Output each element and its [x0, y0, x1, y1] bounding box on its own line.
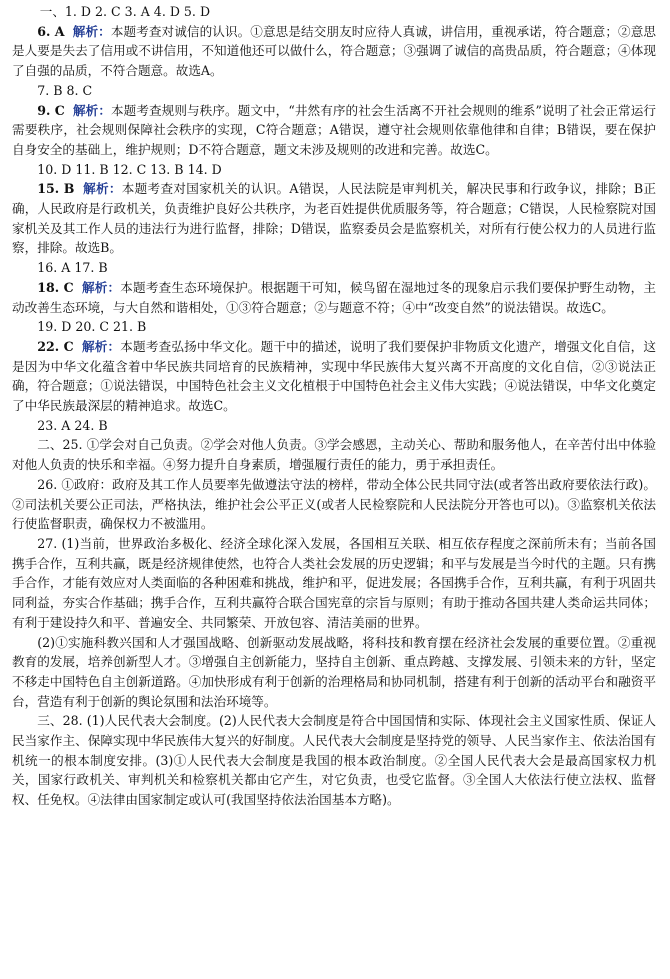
answer-number: 22. C	[37, 338, 74, 354]
analysis-text: 本题考查生态环境保护。根据题干可知，候鸟留在湿地过冬的现象启示我们要保护野生动物，主动改善生态环境，与大自然和谐相处，①③符合题意；②与题意不符；④中“改变自然”的说法错误。故选C。	[12, 279, 656, 315]
answer-26: 26. ①政府：政府及其工作人员要率先做遵法守法的榜样，带动全体公民共同守法(或者答出政府要依法行政)。②司法机关要公正司法，严格执法，维护社会公平正义(或者人民检察院和人民法院分开答也可以)。③监察机关依法行使监督职责，确保权力不被滥用。	[12, 476, 656, 532]
answer-line-1-5: 一、1. D 2. C 3. A 4. D 5. D	[39, 4, 211, 19]
answer-28: 三、28. (1)人民代表大会制度。(2)人民代表大会制度是符合中国国情和实际、体现社会主义国家性质、保证人民当家作主、保障实现中华民族伟大复兴的好制度。人民代表大会制度是坚持党的领导、人民当家作主、依法治国有机统一的根本制度安排。(3)①人民代表大会制度是我国的根本政治制度。②全国人民代表大会是最高国家权力机关，国家行政机关、审判机关和检察机关都由它产生，对它负责，也受它监督。③全国人大依法行使立法权、监督权、任免权。④法律由国家制定或认可(我国坚持依法治国基本方略)。	[12, 713, 656, 808]
analysis-label: 解析：	[82, 338, 121, 354]
answer-line-23-24: 23. A 24. B	[37, 417, 108, 433]
explanation-18	[12, 278, 656, 317]
answer-27-part2: (2)①实施科教兴国和人才强国战略、创新驱动发展战略，将科技和教育摆在经济社会发展的重要位置。②重视教育的发展，培养创新型人才。③增强自主创新能力，坚持自主创新、重点跨越、支撑发展、引领未来的方针，坚定不移走中国特色自主创新道路。④加快形成有利于创新的治理格局和协同机制，搭建有利于创新的活动平台和融资平台，营造有利于创新的舆论氛围和法治环境等。	[12, 634, 656, 709]
analysis-label: 解析：	[83, 181, 122, 197]
answer-line-7-8: 7. B 8. C	[37, 82, 93, 98]
analysis-label: 解析：	[72, 23, 111, 39]
analysis-label: 解析：	[72, 102, 111, 118]
answer-25: 二、25. ①学会对自己负责。②学会对他人负责。③学会感恩，主动关心、帮助和服务他人，在辛苦付出中体验对他人负责的快乐和幸福。④努力提升自身素质，增强履行责任的能力，勇于承担责任。	[12, 437, 656, 473]
analysis-text: 本题考查规则与秩序。题文中，“井然有序的社会生活离不开社会规则的维系”说明了社会正常运行需要秩序，社会规则保障社会秩序的实现，C符合题意；A错误，遵守社会规则依靠他律和自律；B错误，要在保护自身安全的基础上，维护规则；D不符合题意，题文未涉及规则的改进和完善。故选C。	[12, 102, 656, 157]
answer-27-part1: 27. (1)当前，世界政治多极化、经济全球化深入发展，各国相互关联、相互依存程度之深前所未有；当前各国携手合作，互利共赢，既是经济规律使然，也符合人类社会发展的历史逻辑；和平与发展是当今时代的主题。只有携手合作，才能有效应对人类面临的各种困难和挑战，维护和平，促进发展；各国携手合作，互利共赢，有利于巩固共同利益，夯实合作基础；携手合作，互利共赢符合联合国宪章的宗旨与原则；有助于推动各国共建人类命运共同体；有利于建设持久和平、普遍安全、共同繁荣、开放包容、清洁美丽的世界。	[12, 535, 656, 630]
answer-number: 15. B	[37, 181, 75, 197]
answer-line-10-14: 10. D 11. B 12. C 13. B 14. D	[37, 161, 222, 177]
explanation-15	[12, 179, 656, 258]
analysis-text: 本题考查对诚信的认识。①意思是结交朋友时应待人真诚，讲信用，重视承诺，符合题意；②意思是人要是失去了信用或不讲信用，不知道他还可以做什么，符合题意；③强调了诚信的高贵品质，符合题意；④体现了自强的品质，不符合题意。故选A。	[12, 23, 656, 79]
analysis-label: 解析：	[82, 279, 121, 295]
explanation-6	[12, 22, 656, 81]
explanation-22	[12, 337, 656, 416]
answer-number: 9. C	[37, 102, 65, 118]
answer-number: 6. A	[37, 23, 65, 39]
answer-line-19-21: 19. D 20. C 21. B	[37, 319, 147, 335]
analysis-text: 本题考查弘扬中华文化。题干中的描述，说明了我们要保护非物质文化遗产，增强文化自信，这是因为中华文化蕴含着中华民族共同培育的民族精神，实现中华民族伟大复兴离不开高度的文化自信，②③说法正确，符合题意；①说法错误，中国特色社会主义文化植根于中国特色社会主义伟大实践；④说法错误，中华文化奠定了中华民族最深层的精神追求。故选C。	[12, 338, 656, 414]
answer-line-16-17: 16. A 17. B	[37, 260, 108, 276]
analysis-text: 本题考查对国家机关的认识。A错误，人民法院是审判机关，解决民事和行政争议，排除；B正确，人民政府是行政机关，负责维护良好公共秩序，为老百姓提供优质服务等，符合题意；C错误，人民检察院对国家机关及其工作人员的违法行为进行监督，排除；D错误，监察委员会是监察机关，对所有行使公权力的人员进行监察，排除。故选B。	[12, 181, 656, 256]
answer-number: 18. C	[37, 279, 74, 295]
explanation-9	[12, 101, 656, 160]
